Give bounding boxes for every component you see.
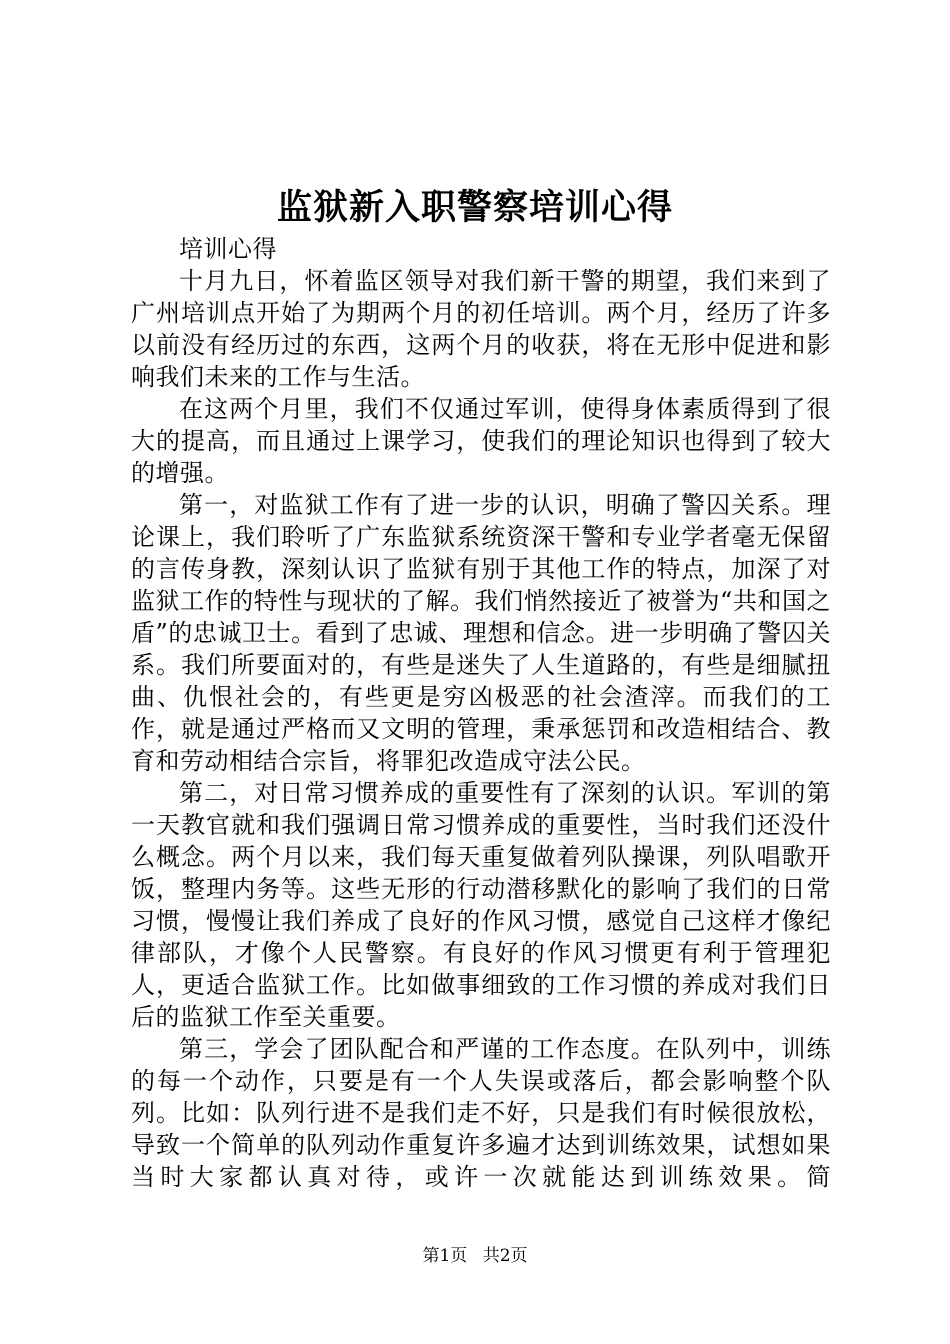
paragraph-heading: 培训心得	[179, 235, 277, 263]
paragraph-overview: 在这两个月里，我们不仅通过军训，使得身体素质得到了很大的提高，而且通过上课学习，使我们的理论知识也得到了较大的增强。	[131, 395, 831, 487]
document-title: 监狱新入职警察培训心得	[276, 187, 673, 228]
paragraph-intro: 十月九日，怀着监区领导对我们新干警的期望，我们来到了广州培训点开始了为期两个月的初任培训。两个月，经历了许多以前没有经历过的东西，这两个月的收获，将在无形中促进和影响我们未来的工作与生活。	[131, 267, 831, 391]
page-footer	[0, 1244, 950, 1268]
document-body	[131, 233, 831, 1193]
paragraph-point-two: 第二，对日常习惯养成的重要性有了深刻的认识。军训的第一天教官就和我们强调日常习惯养成的重要性，当时我们还没什么概念。两个月以来，我们每天重复做着列队操课，列队唱歌开饭，整理内务等。这些无形的行动潜移默化的影响了我们的日常习惯，慢慢让我们养成了良好的作风习惯，感觉自己这样才像纪律部队，才像个人民警察。有良好的作风习惯更有利于管理犯人，更适合监狱工作。比如做事细致的工作习惯的养成对我们日后的监狱工作至关重要。	[131, 779, 831, 1031]
page-number: 第1页	[422, 1246, 468, 1266]
page-total: 共2页	[482, 1246, 528, 1266]
paragraph-point-one: 第一，对监狱工作有了进一步的认识，明确了警囚关系。理论课上，我们聆听了广东监狱系统资深干警和专业学者毫无保留的言传身教，深刻认识了监狱有别于其他工作的特点，加深了对监狱工作的特性与现状的了解。我们悄然接近了被誉为“共和国之盾”的忠诚卫士。看到了忠诚、理想和信念。进一步明确了警囚关系。我们所要面对的，有些是迷失了人生道路的，有些是细腻扭曲、仇恨社会的，有些更是穷凶极恶的社会渣滓。而我们的工作，就是通过严格而又文明的管理，秉承惩罚和改造相结合、教育和劳动相结合宗旨，将罪犯改造成守法公民。	[131, 491, 831, 775]
paragraph-point-three: 第三，学会了团队配合和严谨的工作态度。在队列中，训练的每一个动作，只要是有一个人失误或落后，都会影响整个队列。比如：队列行进不是我们走不好，只是我们有时候很放松，导致一个简单的队列动作重复许多遍才达到训练效果，试想如果当时大家都认真对待，或许一次就能达到训练效果。简	[131, 1035, 831, 1191]
